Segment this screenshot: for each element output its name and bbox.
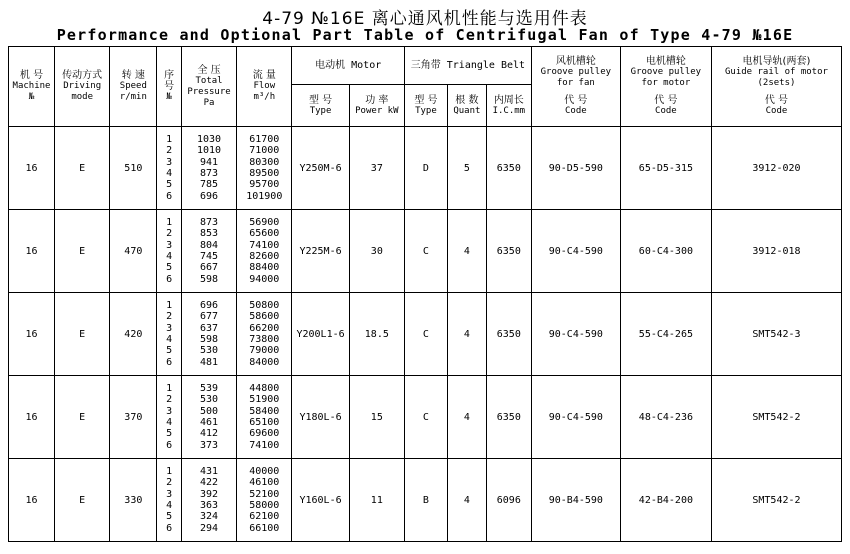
- cell-motor-pulley: 55-C4-265: [620, 293, 711, 376]
- header-pressure: 全 压 Total Pressure Pa: [181, 47, 236, 127]
- header-seq: 序 号 №: [157, 47, 182, 127]
- cell-motor-power: 18.5: [349, 293, 404, 376]
- cell-speed: 370: [110, 376, 157, 459]
- pressure-value: 481: [200, 356, 219, 368]
- flow-value: 80300: [249, 156, 280, 168]
- cell-flow: [237, 293, 292, 376]
- pressure-value: 530: [200, 345, 219, 357]
- page-title-cn: 4-79 №16E 离心通风机性能与选用件表: [262, 9, 588, 29]
- cell-fan-pulley: 90-D5-590: [531, 127, 620, 210]
- cell-guide-rail: 3912-018: [711, 210, 841, 293]
- cell-guide-rail: 3912-020: [711, 127, 841, 210]
- pressure-value: 392: [200, 488, 219, 500]
- cell-belt-type: D: [404, 127, 447, 210]
- cell-motor-power: 15: [349, 376, 404, 459]
- performance-table: [8, 46, 842, 542]
- cell-machine: 16: [9, 127, 55, 210]
- pressure-value: 422: [200, 477, 219, 489]
- pressure-value: 696: [200, 300, 219, 312]
- flow-value: 66100: [249, 522, 280, 534]
- flow-value: 61700: [249, 134, 280, 146]
- cell-machine: 16: [9, 293, 55, 376]
- seq-value: 1: [166, 134, 173, 146]
- cell-driving: E: [55, 210, 110, 293]
- flow-value: 65600: [249, 228, 280, 240]
- cell-motor-type: Y160L-6: [292, 459, 349, 542]
- cell-belt-type: C: [404, 293, 447, 376]
- pressure-value: 804: [200, 239, 219, 251]
- header-flow: 流 量 Flow m³/h: [237, 47, 292, 127]
- flow-value: 46100: [249, 477, 280, 489]
- flow-value: 62100: [249, 511, 280, 523]
- seq-value: 3: [166, 488, 173, 500]
- pressure-value: 785: [200, 179, 219, 191]
- header-motor-group: 电动机 Motor: [292, 47, 405, 85]
- cell-machine: 16: [9, 459, 55, 542]
- table-row: [9, 210, 842, 293]
- pressure-value: 667: [200, 262, 219, 274]
- flow-value: 73800: [249, 334, 280, 345]
- header-fan-pulley: 风机槽轮 Groove pulley for fan 代 号 Code: [531, 47, 620, 127]
- cell-motor-type: Y200L1-6: [292, 293, 349, 376]
- cell-motor-power: 30: [349, 210, 404, 293]
- flow-value: 94000: [249, 273, 280, 285]
- cell-speed: 510: [110, 127, 157, 210]
- cell-speed: 470: [110, 210, 157, 293]
- pressure-value: 431: [200, 466, 219, 478]
- cell-fan-pulley: 90-B4-590: [531, 459, 620, 542]
- seq-value: 6: [166, 190, 173, 202]
- cell-driving: E: [55, 293, 110, 376]
- pressure-value: 539: [200, 383, 219, 395]
- header-belt-quant: 根 数 Quant: [447, 85, 486, 127]
- seq-value: 3: [166, 156, 173, 168]
- flow-value: 65100: [249, 417, 280, 428]
- seq-value: 2: [166, 394, 173, 406]
- cell-belt-ic: 6096: [486, 459, 531, 542]
- flow-value: 40000: [249, 466, 280, 478]
- flow-value: 52100: [249, 488, 280, 500]
- cell-speed: 420: [110, 293, 157, 376]
- seq-value: 4: [166, 168, 173, 179]
- cell-belt-quant: 4: [447, 293, 486, 376]
- cell-pressure: [181, 293, 236, 376]
- flow-value: 50800: [249, 300, 280, 312]
- cell-seq: [157, 459, 182, 542]
- pressure-value: 324: [200, 511, 219, 523]
- seq-value: 4: [166, 334, 173, 345]
- header-belt-type: 型 号 Type: [404, 85, 447, 127]
- header-machine: 机 号 Machine №: [9, 47, 55, 127]
- cell-flow: [237, 459, 292, 542]
- cell-driving: E: [55, 376, 110, 459]
- seq-value: 3: [166, 405, 173, 417]
- pressure-value: 598: [200, 334, 219, 345]
- pressure-value: 873: [200, 217, 219, 229]
- pressure-value: 294: [200, 522, 219, 534]
- cell-machine: 16: [9, 210, 55, 293]
- flow-value: 44800: [249, 383, 280, 395]
- seq-value: 2: [166, 311, 173, 323]
- cell-belt-ic: 6350: [486, 210, 531, 293]
- flow-value: 88400: [249, 262, 280, 274]
- header-speed: 转 速 Speed r/min: [110, 47, 157, 127]
- seq-value: 2: [166, 477, 173, 489]
- flow-value: 82600: [249, 251, 280, 262]
- cell-flow: [237, 376, 292, 459]
- seq-value: 5: [166, 262, 173, 274]
- cell-belt-quant: 4: [447, 376, 486, 459]
- seq-value: 6: [166, 356, 173, 368]
- table-row: [9, 376, 842, 459]
- cell-pressure: [181, 210, 236, 293]
- cell-flow: [237, 127, 292, 210]
- cell-belt-ic: 6350: [486, 376, 531, 459]
- cell-motor-type: Y225M-6: [292, 210, 349, 293]
- cell-motor-pulley: 65-D5-315: [620, 127, 711, 210]
- header-guide-rail: 电机导轨(两套) Guide rail of motor (2sets) 代 号 Code: [711, 47, 841, 127]
- pressure-value: 373: [200, 439, 219, 451]
- seq-value: 4: [166, 417, 173, 428]
- pressure-value: 745: [200, 251, 219, 262]
- cell-motor-type: Y180L-6: [292, 376, 349, 459]
- cell-motor-power: 37: [349, 127, 404, 210]
- pressure-value: 530: [200, 394, 219, 406]
- cell-belt-type: B: [404, 459, 447, 542]
- cell-driving: E: [55, 459, 110, 542]
- seq-value: 3: [166, 322, 173, 334]
- cell-belt-ic: 6350: [486, 127, 531, 210]
- pressure-value: 637: [200, 322, 219, 334]
- seq-value: 1: [166, 383, 173, 395]
- table-row: [9, 459, 842, 542]
- cell-fan-pulley: 90-C4-590: [531, 210, 620, 293]
- flow-value: 84000: [249, 356, 280, 368]
- seq-value: 4: [166, 251, 173, 262]
- pressure-value: 853: [200, 228, 219, 240]
- flow-value: 71000: [249, 145, 280, 157]
- seq-value: 5: [166, 345, 173, 357]
- cell-motor-pulley: 42-B4-200: [620, 459, 711, 542]
- cell-motor-type: Y250M-6: [292, 127, 349, 210]
- cell-seq: [157, 210, 182, 293]
- cell-motor-pulley: 48-C4-236: [620, 376, 711, 459]
- cell-pressure: [181, 459, 236, 542]
- cell-belt-ic: 6350: [486, 293, 531, 376]
- pressure-value: 1010: [196, 145, 222, 157]
- flow-value: 74100: [249, 239, 280, 251]
- cell-guide-rail: SMT542-2: [711, 459, 841, 542]
- cell-belt-quant: 4: [447, 459, 486, 542]
- flow-value: 79000: [249, 345, 280, 357]
- pressure-value: 677: [200, 311, 219, 323]
- flow-value: 66200: [249, 322, 280, 334]
- header-motor-pulley: 电机槽轮 Groove pulley for motor 代 号 Code: [620, 47, 711, 127]
- cell-seq: [157, 127, 182, 210]
- cell-belt-quant: 4: [447, 210, 486, 293]
- flow-value: 69600: [249, 428, 280, 440]
- seq-value: 1: [166, 217, 173, 229]
- seq-value: 6: [166, 522, 173, 534]
- pressure-value: 873: [200, 168, 219, 179]
- seq-value: 5: [166, 179, 173, 191]
- pressure-value: 598: [200, 273, 219, 285]
- pressure-value: 500: [200, 405, 219, 417]
- flow-value: 51900: [249, 394, 280, 406]
- flow-value: 95700: [249, 179, 280, 191]
- table-body: [9, 127, 842, 542]
- seq-value: 1: [166, 300, 173, 312]
- seq-value: 5: [166, 428, 173, 440]
- header-driving: 传动方式 Driving mode: [55, 47, 110, 127]
- cell-belt-quant: 5: [447, 127, 486, 210]
- seq-value: 4: [166, 500, 173, 511]
- header-belt-ic: 内周长 I.C.mm: [486, 85, 531, 127]
- cell-machine: 16: [9, 376, 55, 459]
- cell-guide-rail: SMT542-3: [711, 293, 841, 376]
- cell-seq: [157, 293, 182, 376]
- seq-value: 2: [166, 228, 173, 240]
- pressure-value: 696: [200, 190, 219, 202]
- pressure-value: 363: [200, 500, 219, 511]
- pressure-value: 461: [200, 417, 219, 428]
- seq-value: 2: [166, 145, 173, 157]
- seq-value: 1: [166, 466, 173, 478]
- flow-value: 56900: [249, 217, 280, 229]
- seq-value: 5: [166, 511, 173, 523]
- cell-seq: [157, 376, 182, 459]
- cell-driving: E: [55, 127, 110, 210]
- cell-fan-pulley: 90-C4-590: [531, 293, 620, 376]
- seq-value: 6: [166, 439, 173, 451]
- cell-belt-type: C: [404, 376, 447, 459]
- cell-speed: 330: [110, 459, 157, 542]
- seq-value: 3: [166, 239, 173, 251]
- pressure-value: 412: [200, 428, 219, 440]
- seq-value: 6: [166, 273, 173, 285]
- header-belt-group: 三角带 Triangle Belt: [404, 47, 531, 85]
- flow-value: 58000: [249, 500, 280, 511]
- header-motor-type: 型 号 Type: [292, 85, 349, 127]
- cell-flow: [237, 210, 292, 293]
- pressure-value: 1030: [196, 134, 222, 146]
- cell-belt-type: C: [404, 210, 447, 293]
- page-title-en: Performance and Optional Part Table of Centrifugal Fan of Type 4-79 №16E: [56, 26, 794, 44]
- table-row: [9, 293, 842, 376]
- flow-value: 89500: [249, 168, 280, 179]
- cell-pressure: [181, 376, 236, 459]
- header-motor-power: 功 率 Power kW: [349, 85, 404, 127]
- pressure-value: 941: [200, 156, 219, 168]
- cell-motor-pulley: 60-C4-300: [620, 210, 711, 293]
- flow-value: 74100: [249, 439, 280, 451]
- cell-pressure: [181, 127, 236, 210]
- flow-value: 58600: [249, 311, 280, 323]
- flow-value: 101900: [246, 190, 283, 202]
- cell-motor-power: 11: [349, 459, 404, 542]
- cell-guide-rail: SMT542-2: [711, 376, 841, 459]
- flow-value: 58400: [249, 405, 280, 417]
- cell-fan-pulley: 90-C4-590: [531, 376, 620, 459]
- table-row: [9, 127, 842, 210]
